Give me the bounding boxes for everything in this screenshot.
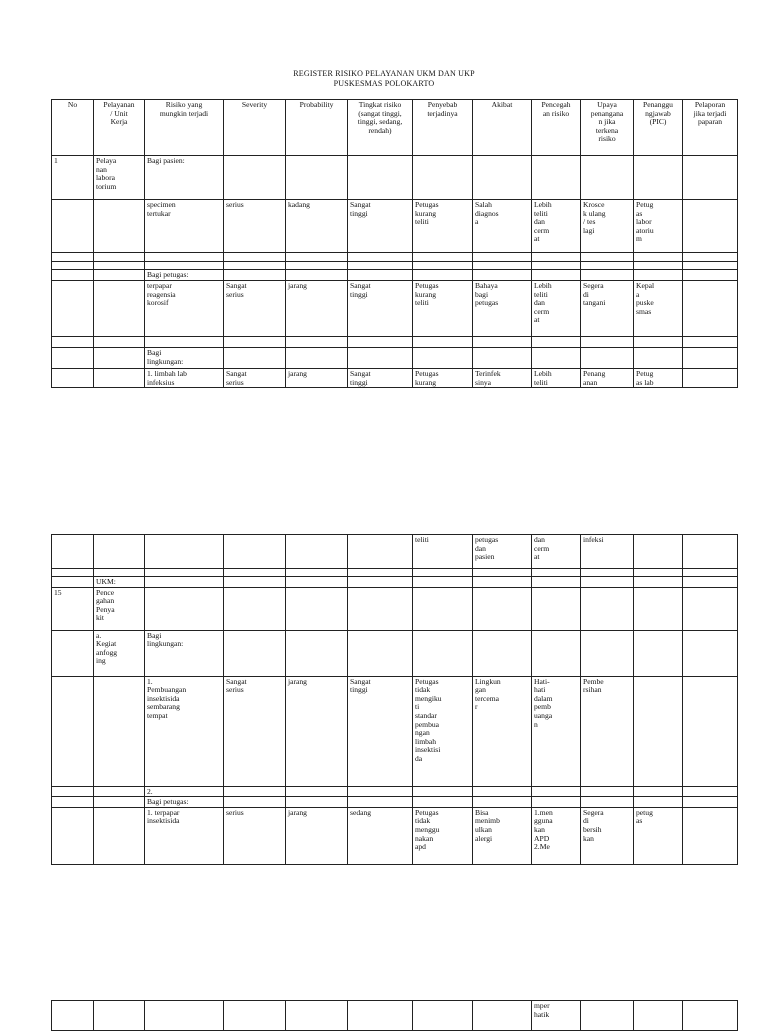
table-cell	[532, 348, 581, 369]
table-cell	[473, 577, 532, 588]
table-cell	[94, 262, 145, 270]
table-cell	[473, 569, 532, 577]
table-cell: Sangat serius	[224, 281, 286, 337]
table-cell: Lebih teliti	[532, 369, 581, 388]
table-row	[52, 535, 738, 569]
table-cell: sedang	[348, 807, 413, 864]
table-cell	[683, 348, 738, 369]
table-header-row	[52, 100, 738, 156]
table-cell	[683, 630, 738, 676]
table-cell	[473, 337, 532, 348]
table-cell	[532, 337, 581, 348]
table-cell	[683, 807, 738, 864]
table-cell: Bahaya bagi petugas	[473, 281, 532, 337]
column-header: Pencegah an risiko	[532, 100, 581, 156]
table-cell: serius	[224, 807, 286, 864]
table-cell: Bisa menimb ulkan alergi	[473, 807, 532, 864]
table-cell	[634, 587, 683, 630]
table-cell	[634, 270, 683, 281]
column-header: Penanggu ngjawab (PIC)	[634, 100, 683, 156]
table-cell	[581, 797, 634, 808]
table-cell	[683, 535, 738, 569]
table-cell	[286, 577, 348, 588]
table-cell	[473, 630, 532, 676]
title-line-2: PUSKESMAS POLOKARTO	[333, 79, 435, 88]
table-row	[52, 200, 738, 253]
table-cell	[224, 786, 286, 797]
table-cell: Sangat serius	[224, 369, 286, 388]
table-cell	[413, 577, 473, 588]
table-cell	[224, 587, 286, 630]
table-cell	[145, 1001, 224, 1031]
table-cell: Krosce k ulang / tes lagi	[581, 200, 634, 253]
table-cell: Segera di bersih kan	[581, 807, 634, 864]
table-cell	[52, 797, 94, 808]
header-row	[52, 100, 738, 156]
table-cell	[286, 270, 348, 281]
table-cell: Sangat serius	[224, 676, 286, 786]
table-cell	[532, 156, 581, 200]
table-cell: Petug as lab	[634, 369, 683, 388]
table-cell	[683, 587, 738, 630]
table-cell	[145, 262, 224, 270]
table-cell	[52, 577, 94, 588]
table-cell	[224, 337, 286, 348]
table-cell	[52, 1001, 94, 1031]
table-cell	[94, 281, 145, 337]
table-row	[52, 156, 738, 200]
table-cell	[145, 535, 224, 569]
table-cell	[634, 253, 683, 262]
table-cell	[224, 156, 286, 200]
table-cell	[94, 676, 145, 786]
table-cell	[532, 577, 581, 588]
column-header: Pelayanan / Unit Kerja	[94, 100, 145, 156]
table-cell	[94, 1001, 145, 1031]
table-cell: Pelaya nan labora torium	[94, 156, 145, 200]
table-cell	[683, 156, 738, 200]
table-cell	[52, 786, 94, 797]
table-row	[52, 676, 738, 786]
table-cell	[52, 807, 94, 864]
table-row	[52, 281, 738, 337]
table-cell	[532, 270, 581, 281]
table-cell	[224, 535, 286, 569]
table-cell: teliti	[413, 535, 473, 569]
table-cell	[224, 270, 286, 281]
table-cell: Petug as labor atoriu m	[634, 200, 683, 253]
table-cell: Bagi petugas:	[145, 270, 224, 281]
table-cell	[52, 630, 94, 676]
table-cell	[94, 270, 145, 281]
table-cell	[94, 253, 145, 262]
table-cell	[634, 630, 683, 676]
table-cell	[634, 569, 683, 577]
table-cell	[581, 270, 634, 281]
table-cell	[634, 535, 683, 569]
table-cell	[473, 253, 532, 262]
table-body	[52, 535, 738, 865]
table-cell	[94, 200, 145, 253]
table-cell	[634, 786, 683, 797]
table-cell	[473, 1001, 532, 1031]
table-cell	[286, 587, 348, 630]
table-cell	[286, 786, 348, 797]
table-cell	[532, 262, 581, 270]
table-cell	[634, 1001, 683, 1031]
table-row	[52, 786, 738, 797]
table-row	[52, 337, 738, 348]
table-cell	[532, 587, 581, 630]
table-cell	[413, 786, 473, 797]
table-cell	[52, 569, 94, 577]
table-cell	[683, 369, 738, 388]
table-cell	[224, 1001, 286, 1031]
table-cell	[581, 569, 634, 577]
table-cell	[413, 270, 473, 281]
column-header: Akibat	[473, 100, 532, 156]
table-cell	[348, 797, 413, 808]
table-cell	[145, 337, 224, 348]
table-cell	[473, 797, 532, 808]
column-header: Penyebab terjadinya	[413, 100, 473, 156]
table-cell	[94, 535, 145, 569]
table-cell: Salah diagnos a	[473, 200, 532, 253]
table-cell	[683, 569, 738, 577]
table-cell	[683, 676, 738, 786]
table-cell	[52, 337, 94, 348]
table-cell	[581, 577, 634, 588]
table-cell	[348, 262, 413, 270]
table-cell: Pembe rsihan	[581, 676, 634, 786]
table-cell: jarang	[286, 807, 348, 864]
table-cell	[286, 797, 348, 808]
table-row	[52, 369, 738, 388]
table-cell	[94, 797, 145, 808]
table-cell	[532, 253, 581, 262]
table-cell	[348, 587, 413, 630]
table-cell: Petugas tidak menggu nakan apd	[413, 807, 473, 864]
table-cell	[52, 262, 94, 270]
table-cell	[413, 587, 473, 630]
table-cell	[413, 156, 473, 200]
table-cell	[224, 348, 286, 369]
table-cell: 1. terpapar insektisida	[145, 807, 224, 864]
table-cell: petug as	[634, 807, 683, 864]
table-cell	[145, 569, 224, 577]
table-cell	[683, 262, 738, 270]
column-header: Severity	[224, 100, 286, 156]
table-cell: Sangat tinggi	[348, 281, 413, 337]
risk-register-table-page-1	[51, 99, 738, 388]
table-row	[52, 807, 738, 864]
table-cell: Bagi petugas:	[145, 797, 224, 808]
table-row	[52, 1001, 738, 1031]
table-cell	[348, 630, 413, 676]
table-cell	[581, 1001, 634, 1031]
table-cell: Bagi lingkungan:	[145, 630, 224, 676]
table-cell	[683, 253, 738, 262]
table-cell: Sangat tinggi	[348, 369, 413, 388]
table-body	[52, 1001, 738, 1031]
risk-register-table-page-2	[51, 534, 738, 865]
table-cell	[348, 156, 413, 200]
table-cell	[581, 253, 634, 262]
table-cell	[286, 156, 348, 200]
table-cell: Kepal a puske smas	[634, 281, 683, 337]
table-cell	[286, 630, 348, 676]
table-cell: Petugas kurang teliti	[413, 281, 473, 337]
table-cell: 1. Pembuangan insektisida sembarang tempat	[145, 676, 224, 786]
table-cell: Petugas kurang teliti	[413, 200, 473, 253]
table-cell	[52, 200, 94, 253]
table-row	[52, 348, 738, 369]
table-cell	[413, 630, 473, 676]
table-cell: mper hatik	[532, 1001, 581, 1031]
title-line-1: REGISTER RISIKO PELAYANAN UKM DAN UKP	[293, 69, 475, 78]
column-header: Tingkat risiko (sangat tinggi, tinggi, sedang, rendah)	[348, 100, 413, 156]
table-cell	[473, 262, 532, 270]
table-cell: Lebih teliti dan cerm at	[532, 200, 581, 253]
column-header: Risiko yang mungkin terjadi	[145, 100, 224, 156]
table-cell	[224, 262, 286, 270]
table-cell	[145, 587, 224, 630]
table-cell: dan cerm at	[532, 535, 581, 569]
column-header: No	[52, 100, 94, 156]
table-cell	[286, 253, 348, 262]
table-cell	[581, 337, 634, 348]
table-cell: 15	[52, 587, 94, 630]
table-cell: kadang	[286, 200, 348, 253]
table-row	[52, 797, 738, 808]
table-cell	[348, 270, 413, 281]
table-cell	[532, 630, 581, 676]
table-cell	[581, 262, 634, 270]
column-header: Pelaporan jika terjadi paparan	[683, 100, 738, 156]
table-cell	[94, 569, 145, 577]
table-cell	[413, 569, 473, 577]
table-row	[52, 253, 738, 262]
table-cell: Petugas kurang	[413, 369, 473, 388]
table-cell	[581, 156, 634, 200]
table-cell: specimen tertukar	[145, 200, 224, 253]
table-body	[52, 156, 738, 388]
table-cell	[532, 797, 581, 808]
table-cell	[581, 630, 634, 676]
table-row	[52, 270, 738, 281]
table-cell	[286, 569, 348, 577]
table-cell	[94, 786, 145, 797]
table-row	[52, 577, 738, 588]
table-cell	[52, 348, 94, 369]
table-cell: Segera di tangani	[581, 281, 634, 337]
table-cell	[286, 337, 348, 348]
table-cell	[348, 253, 413, 262]
table-cell	[286, 1001, 348, 1031]
table-cell	[634, 156, 683, 200]
table-cell	[52, 369, 94, 388]
table-cell	[286, 535, 348, 569]
table-row	[52, 587, 738, 630]
table-cell	[581, 348, 634, 369]
column-header: Probability	[286, 100, 348, 156]
table-cell	[286, 348, 348, 369]
table-cell: 2.	[145, 786, 224, 797]
table-cell	[683, 281, 738, 337]
table-cell	[683, 200, 738, 253]
table-cell: Hati- hati dalam pemb uanga n	[532, 676, 581, 786]
table-cell: terpapar reagensia korosif	[145, 281, 224, 337]
table-cell	[224, 797, 286, 808]
table-cell	[224, 577, 286, 588]
table-cell	[348, 577, 413, 588]
table-cell: jarang	[286, 281, 348, 337]
table-cell: infeksi	[581, 535, 634, 569]
table-cell	[94, 337, 145, 348]
table-cell	[581, 786, 634, 797]
table-cell: Bagi pasien:	[145, 156, 224, 200]
table-cell	[473, 270, 532, 281]
table-cell	[634, 337, 683, 348]
table-cell	[413, 797, 473, 808]
table-cell	[94, 807, 145, 864]
table-cell: Sangat tinggi	[348, 200, 413, 253]
table-cell	[286, 262, 348, 270]
table-cell: jarang	[286, 369, 348, 388]
table-cell	[634, 348, 683, 369]
table-cell	[52, 535, 94, 569]
table-cell	[634, 676, 683, 786]
table-cell	[348, 535, 413, 569]
table-row	[52, 630, 738, 676]
table-cell	[52, 253, 94, 262]
table-cell	[683, 577, 738, 588]
table-cell	[348, 786, 413, 797]
table-row	[52, 262, 738, 270]
table-cell	[52, 281, 94, 337]
column-header: Upaya penanganа n jika terkena risiko	[581, 100, 634, 156]
table-cell: petugas dan pasien	[473, 535, 532, 569]
table-cell	[224, 569, 286, 577]
table-cell	[145, 253, 224, 262]
table-cell	[473, 786, 532, 797]
table-cell	[224, 630, 286, 676]
table-cell	[413, 337, 473, 348]
table-cell	[413, 253, 473, 262]
table-cell: a. Kegiat anfogg ing	[94, 630, 145, 676]
table-cell: serius	[224, 200, 286, 253]
document-title	[0, 69, 768, 89]
table-cell: jarang	[286, 676, 348, 786]
table-cell	[634, 262, 683, 270]
table-cell	[94, 369, 145, 388]
table-cell: UKM:	[94, 577, 145, 588]
table-cell	[348, 569, 413, 577]
table-cell: 1	[52, 156, 94, 200]
table-cell	[413, 1001, 473, 1031]
table-cell	[145, 577, 224, 588]
table-cell	[348, 1001, 413, 1031]
table-cell	[581, 587, 634, 630]
table-cell: Bagi lingkungan:	[145, 348, 224, 369]
table-cell	[634, 577, 683, 588]
table-cell	[683, 797, 738, 808]
table-cell	[683, 786, 738, 797]
table-cell: Pence gahan Penya kit	[94, 587, 145, 630]
table-cell	[52, 270, 94, 281]
table-cell	[473, 348, 532, 369]
table-cell	[413, 262, 473, 270]
table-cell	[413, 348, 473, 369]
table-cell	[224, 253, 286, 262]
table-cell: 1. limbah lab infeksius	[145, 369, 224, 388]
table-cell	[634, 797, 683, 808]
table-cell	[532, 569, 581, 577]
table-row	[52, 569, 738, 577]
table-cell	[683, 337, 738, 348]
risk-register-table-page-3	[51, 1000, 738, 1031]
table-cell: Lingkun gan tercema r	[473, 676, 532, 786]
table-cell: Penang anan	[581, 369, 634, 388]
table-cell	[473, 156, 532, 200]
table-cell: Sangat tinggi	[348, 676, 413, 786]
table-cell	[52, 676, 94, 786]
table-cell: Terinfek sinya	[473, 369, 532, 388]
table-cell	[683, 270, 738, 281]
table-cell	[683, 1001, 738, 1031]
table-cell: Petugas tidak mengiku ti standar pembua ngan limbah insektisi da	[413, 676, 473, 786]
table-cell	[532, 786, 581, 797]
table-cell	[473, 587, 532, 630]
table-cell: Lebih teliti dan cerm at	[532, 281, 581, 337]
table-cell	[94, 348, 145, 369]
table-cell: 1.men ggunа kan APD 2.Me	[532, 807, 581, 864]
table-cell	[348, 337, 413, 348]
table-cell	[348, 348, 413, 369]
